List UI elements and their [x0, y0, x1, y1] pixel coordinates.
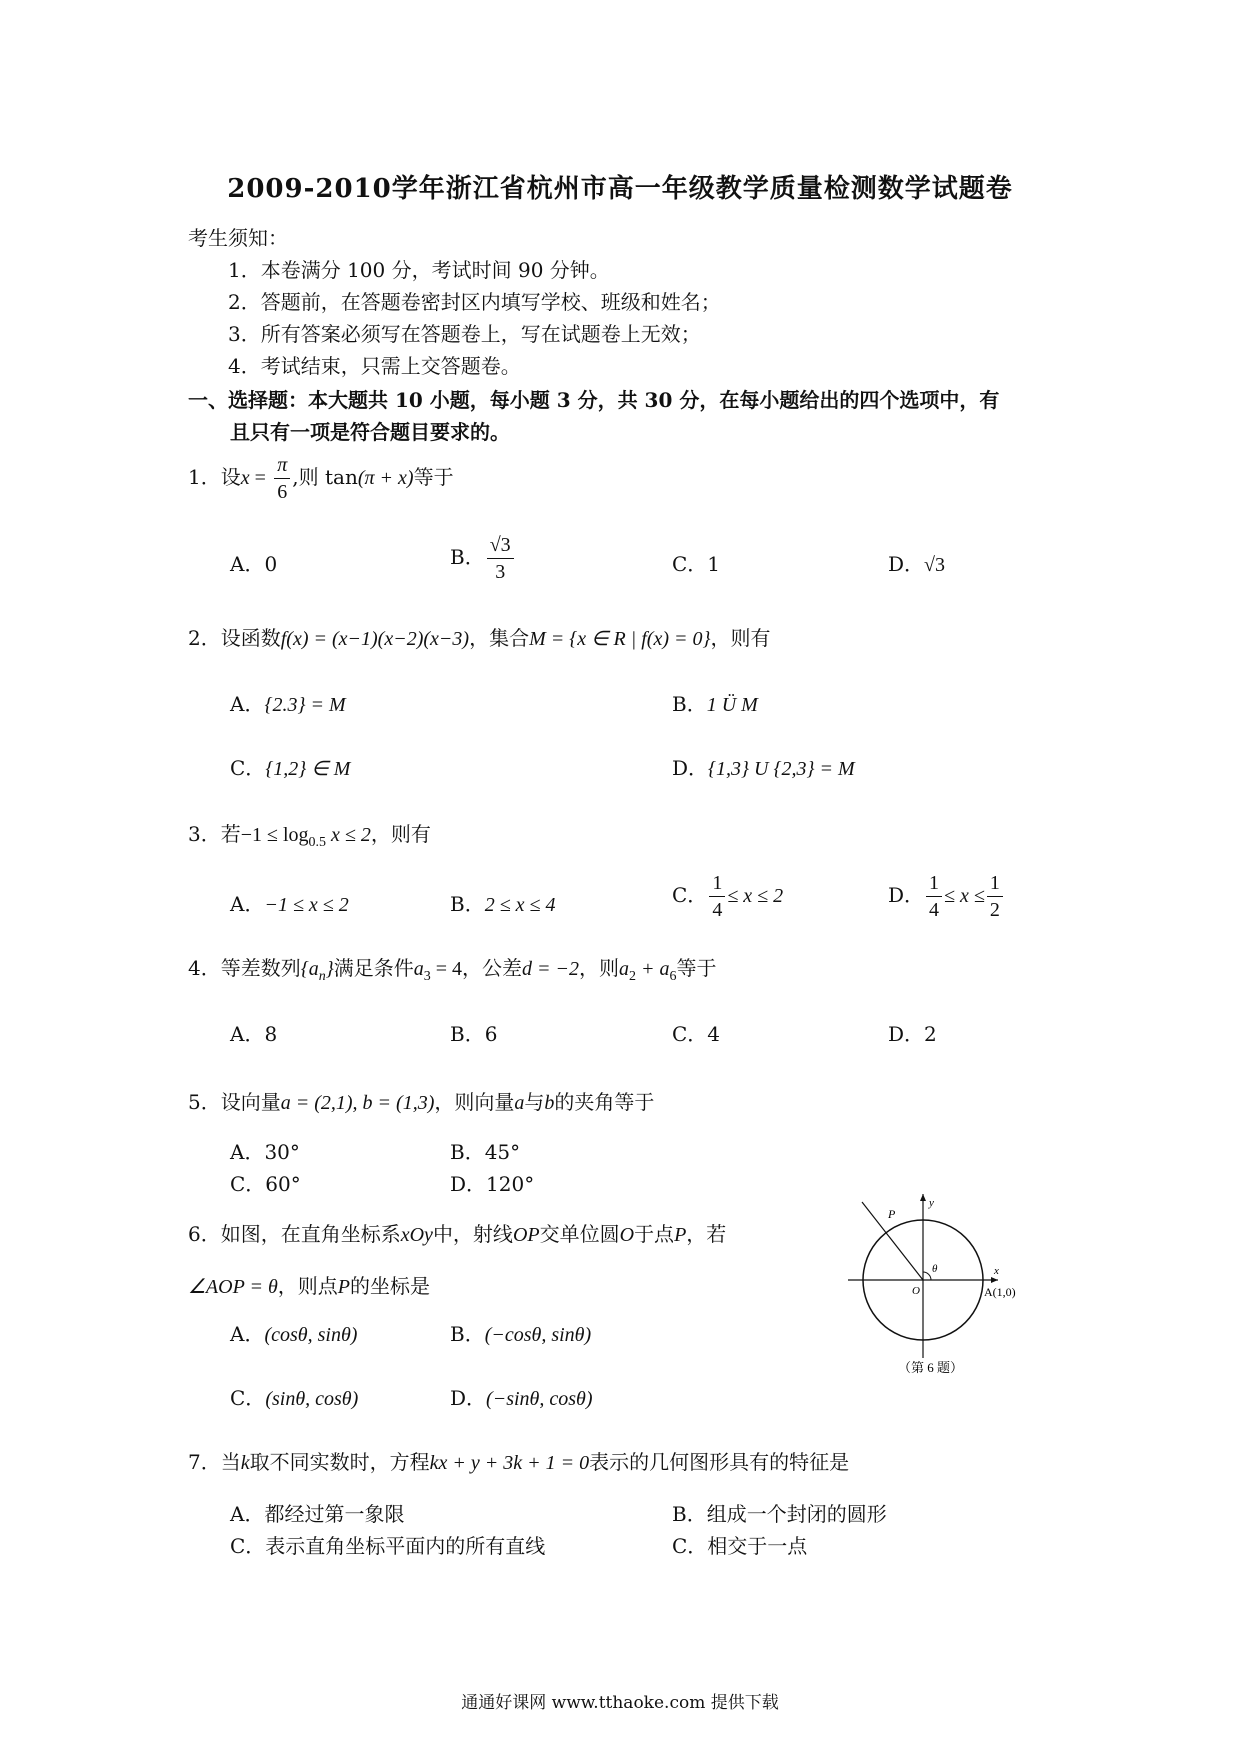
q1-option-a: A．0	[230, 552, 278, 576]
q7-option-d: C．相交于一点	[672, 1534, 808, 1558]
q4-option-b: B．6	[450, 1022, 498, 1046]
q6-option-c: C．(sinθ, cosθ)	[230, 1386, 359, 1410]
notice-heading: 考生须知：	[188, 226, 288, 250]
q2-option-b: B．1 Ü M	[672, 692, 758, 716]
notice-item: 4．考试结束，只需上交答题卷。	[228, 354, 521, 378]
notice-item: 1．本卷满分 100 分，考试时间 90 分钟。	[228, 258, 610, 282]
q4-option-c: C．4	[672, 1022, 721, 1046]
q7-option-a: A．都经过第一象限	[230, 1502, 405, 1526]
section-heading-cont: 且只有一项是符合题目要求的。	[230, 420, 510, 444]
q1-option-b: B． $\frac{√3}{3}$	[450, 532, 516, 585]
label-o: O	[912, 1285, 920, 1297]
label-p: P	[888, 1207, 896, 1221]
question-2-stem: 2．设函数f(x) = (x−1)(x−2)(x−3)，集合M = {x ∈ R | f(x) = 0}，则有	[188, 626, 771, 650]
q5-option-d: D．120°	[450, 1172, 535, 1196]
q5-option-a: A．30°	[230, 1140, 300, 1164]
q1-option-d: D．√3	[888, 552, 946, 576]
label-theta: θ	[932, 1263, 938, 1275]
q5-option-b: B．45°	[450, 1140, 521, 1164]
notice-item: 3．所有答案必须写在答题卷上，写在试题卷上无效；	[228, 322, 701, 346]
q4-option-a: A．8	[230, 1022, 278, 1046]
question-7-stem: 7．当k取不同实数时，方程kx + y + 3k + 1 = 0表示的几何图形具有的特征是	[188, 1450, 850, 1474]
q2-option-c: C．{1,2} ∈ M	[230, 756, 351, 780]
q3-option-c: C． $\frac{1}{4}$ ≤ x ≤ 2	[672, 872, 784, 921]
figure-caption: （第 6 题）	[898, 1360, 964, 1374]
question-4-stem: 4．等差数列$\{a_n\}$满足条件$a_3 = 4$，公差d = −2，则$a_2 + a_6$等于	[188, 956, 717, 984]
q7-option-c: C．表示直角坐标平面内的所有直线	[230, 1534, 546, 1558]
question-3-stem: 3．若$-1 \le \log_{0.5} x \le 2$，则有	[188, 822, 431, 850]
footer-text: 通通好课网 www.tthaoke.com 提供下载	[461, 1693, 779, 1713]
q7-option-b: B．组成一个封闭的圆形	[672, 1502, 887, 1526]
page-title: 2009-2010学年浙江省杭州市高一年级教学质量检测数学试题卷	[227, 174, 1013, 204]
q6-option-a: A．(cosθ, sinθ)	[230, 1322, 358, 1346]
question-5-stem: 5．设向量a = (2,1), b = (1,3)，则向量a与b的夹角等于	[188, 1090, 655, 1114]
label-x: x	[994, 1265, 999, 1277]
unit-circle-figure	[848, 1188, 1068, 1374]
q5-option-c: C．60°	[230, 1172, 301, 1196]
label-y: y	[929, 1197, 934, 1209]
question-6-stem: 6．如图，在直角坐标系xOy中，射线OP交单位圆O于点P，若	[188, 1222, 727, 1246]
q6-option-d: D．(−sinθ, cosθ)	[450, 1386, 593, 1410]
q3-option-b: B．2 ≤ x ≤ 4	[450, 892, 556, 916]
label-a: A(1,0)	[984, 1285, 1016, 1299]
y-axis-arrow	[920, 1194, 926, 1201]
q2-option-a: A．{2.3} = M	[230, 692, 346, 716]
q3-option-d: D． $\frac{1}{4}$ ≤ x ≤ $\frac{1}{2}$	[888, 870, 1005, 923]
q2-option-d: D．{1,3} U {2,3} = M	[672, 756, 855, 780]
x-axis-arrow	[991, 1277, 998, 1283]
section-heading: 一、选择题：本大题共 10 小题，每小题 3 分，共 30 分，在每小题给出的四个选项中，有	[188, 388, 1000, 412]
angle-arc	[923, 1272, 931, 1280]
q6-option-b: B．(−cosθ, sinθ)	[450, 1322, 592, 1346]
notice-item: 2．答题前，在答题卷密封区内填写学校、班级和姓名；	[228, 290, 721, 314]
question-1-stem: 1．设x = $\frac{\pi}{6}$ ,则 tan(π + x)等于	[188, 454, 454, 503]
q3-option-a: A．−1 ≤ x ≤ 2	[230, 892, 349, 916]
q4-option-d: D．2	[888, 1022, 937, 1046]
question-6-stem-cont: ∠AOP = θ，则点P的坐标是	[188, 1274, 430, 1298]
q1-option-c: C．1	[672, 552, 721, 576]
